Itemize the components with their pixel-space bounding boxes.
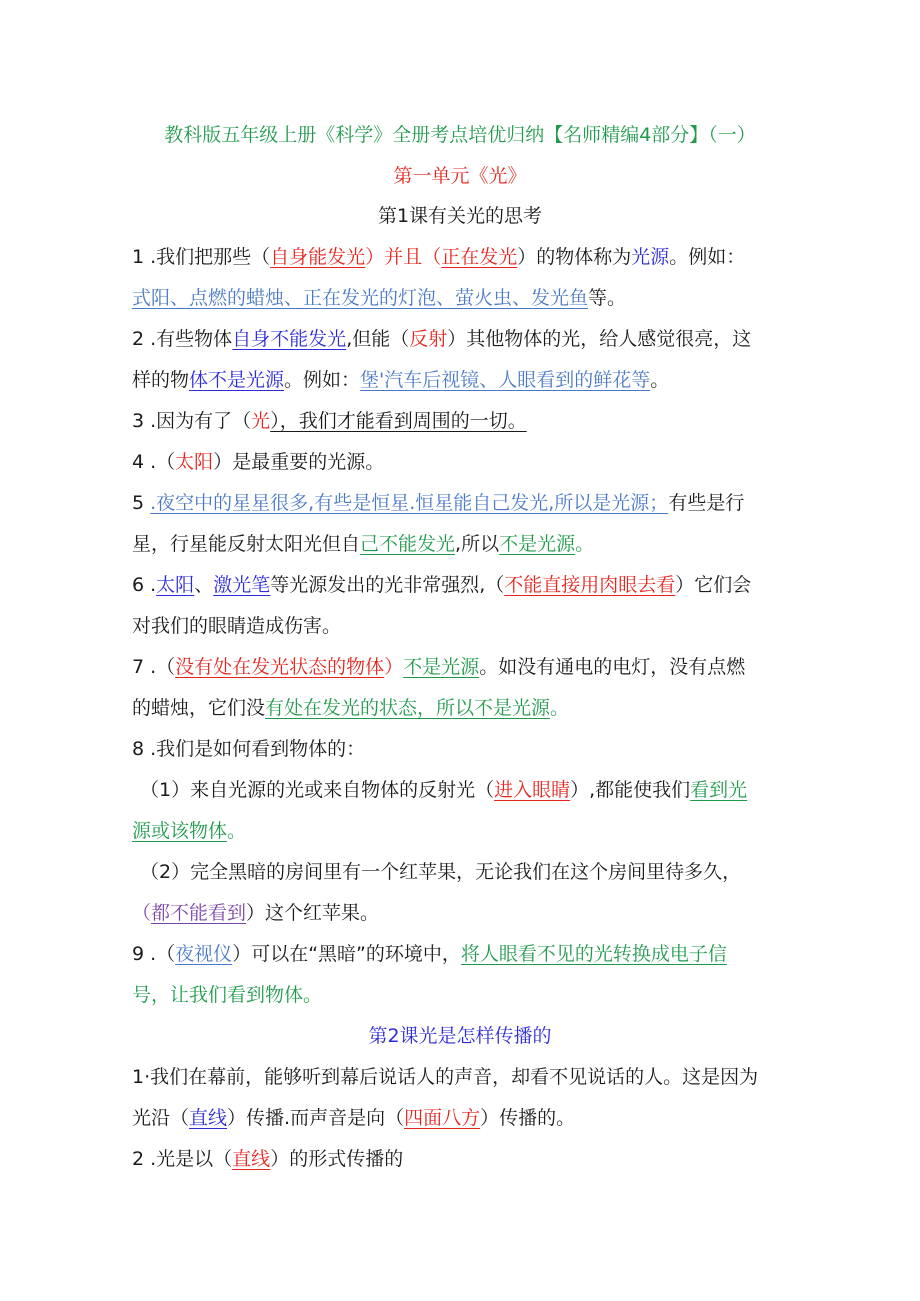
lesson1-item-5-line2 xyxy=(132,531,792,557)
paren: ）并且（ xyxy=(365,246,442,268)
text: ）它们会 xyxy=(675,574,752,596)
paren: （ xyxy=(132,902,152,924)
lesson1-item-2-line2 xyxy=(132,367,792,393)
text: 1 .我们把那些（ xyxy=(132,246,271,268)
text: 样的物 xyxy=(132,369,190,391)
text: 等。 xyxy=(588,287,627,309)
text: 、 xyxy=(194,574,214,596)
lesson2-item-2 xyxy=(132,1146,792,1172)
text: 5 xyxy=(132,492,151,514)
lesson1-item-6-line1 xyxy=(132,572,792,598)
text: 等光源发出的光非常强烈,（ xyxy=(270,574,505,596)
keyword: 自身不能发光 xyxy=(232,328,347,350)
lesson1-item-4 xyxy=(132,449,792,475)
lesson1-item-8-sub2-line2 xyxy=(132,900,792,926)
text: ）的形式传播的 xyxy=(270,1148,404,1170)
text: 。 xyxy=(650,369,670,391)
keyword: 看到光 xyxy=(690,779,748,801)
answer: 直线 xyxy=(189,1107,228,1129)
text: 。例如： xyxy=(284,369,361,391)
keyword: 己不能发光 xyxy=(360,533,456,555)
keyword: 太阳 xyxy=(156,574,195,596)
keyword: 体不是光源 xyxy=(189,369,285,391)
answer: 都不能看到 xyxy=(151,902,247,924)
lesson1-item-9-line2 xyxy=(132,982,792,1008)
answer: 夜视仪 xyxy=(175,943,233,965)
keyword: 激光笔 xyxy=(213,574,271,596)
lesson2-item-1-line2 xyxy=(132,1105,792,1131)
text: 。例如： xyxy=(669,246,746,268)
lesson1-item-8 xyxy=(132,736,792,762)
lesson1-item-3 xyxy=(132,408,792,434)
answer: 太阳 xyxy=(175,451,214,473)
lesson1-item-9-line1 xyxy=(132,941,792,967)
lesson2-item-1-line1 xyxy=(132,1064,792,1090)
text: 4 .（ xyxy=(132,451,176,473)
answer: 进入眼睛 xyxy=(494,779,571,801)
text: ）传播.而声音是向（ xyxy=(227,1107,405,1129)
answer: 光 xyxy=(251,410,271,432)
text: 。 xyxy=(550,697,570,719)
text: 星，行星能反射太阳光但自 xyxy=(132,533,361,555)
lesson1-item-8-sub1-line2 xyxy=(132,818,792,844)
answer: 不能直接用肉眼去看 xyxy=(504,574,676,596)
answer: 直线 xyxy=(232,1148,271,1170)
text: 。 xyxy=(575,533,595,555)
text: ）的物体称为 xyxy=(517,246,632,268)
text: ）,都能使我们 xyxy=(570,779,691,801)
lesson1-item-8-sub2-line1 xyxy=(140,859,800,885)
keyword: 源或该物体 xyxy=(132,820,228,842)
explanation: 有处在发光的状态，所以不是光源 xyxy=(265,697,551,719)
keyword: 不是光源 xyxy=(403,656,480,678)
text: 6 . xyxy=(132,574,157,596)
text: 有些是行 xyxy=(668,492,745,514)
lesson-2-heading: 第2课光是怎样传播的 xyxy=(368,1025,552,1047)
answer: 自身能发光 xyxy=(270,246,366,268)
keyword: 不是光源 xyxy=(499,533,576,555)
lesson1-item-5-line1 xyxy=(132,490,792,516)
document-title: 教科版五年级上册《科学》全册考点培优归纳【名师精编4部分】（一） xyxy=(164,124,756,146)
text: ）是最重要的光源。 xyxy=(213,451,385,473)
text: ,但能（ xyxy=(346,328,410,350)
keyword: 光源 xyxy=(631,246,670,268)
text: 的蜡烛，它们没 xyxy=(132,697,266,719)
text: 2 .光是以（ xyxy=(132,1148,233,1170)
text: 光沿（ xyxy=(132,1107,190,1129)
text: 2 .有些物体 xyxy=(132,328,233,350)
text: ）这个红苹果。 xyxy=(246,902,380,924)
text: 3 .因为有了（ xyxy=(132,410,252,432)
text: ）可以在“黑暗”的环境中， xyxy=(232,943,461,965)
explanation: 将人眼看不见的光转换成电子信 xyxy=(460,943,727,965)
lesson1-item-8-sub1-line1 xyxy=(140,777,800,803)
text: （1）来自光源的光或来自物体的反射光（ xyxy=(140,779,495,801)
text: 1·我们在幕前，能够听到幕后说话人的声音，却看不见说话的人。这是因为 xyxy=(132,1066,759,1088)
explanation: .夜空中的星星很多,有些是恒星.恒星能自己发光,所以是光源； xyxy=(150,492,669,514)
text: 。如没有通电的电灯，没有点燃 xyxy=(479,656,746,678)
unit-heading: 第一单元《光》 xyxy=(393,165,527,187)
lesson1-item-7-line1 xyxy=(132,654,792,680)
text: 对我们的眼睛造成伤害。 xyxy=(132,615,342,637)
lesson-1-heading: 第1课有关光的思考 xyxy=(377,205,543,227)
answer: 反射 xyxy=(409,328,448,350)
text: 。 xyxy=(227,820,247,842)
text: ）其他物体的光，给人感觉很亮，这 xyxy=(447,328,752,350)
paren: ） xyxy=(384,656,404,678)
text: （2）完全黑暗的房间里有一个红苹果，无论我们在这个房间里待多久， xyxy=(140,861,742,883)
lesson1-item-1-line2 xyxy=(132,285,792,311)
text: 9 .（ xyxy=(132,943,176,965)
text: 7 .（ xyxy=(132,656,176,678)
text: 8 .我们是如何看到物体的： xyxy=(132,738,366,760)
text: ），我们才能看到周围的一切。 xyxy=(270,410,527,432)
examples: 堡'汽车后视镜、人眼看到的鲜花等 xyxy=(360,369,651,391)
text: ）传播的。 xyxy=(480,1107,576,1129)
lesson1-item-2-line1 xyxy=(132,326,792,352)
answer: 四面八方 xyxy=(404,1107,481,1129)
answer: 正在发光 xyxy=(441,246,518,268)
lesson1-item-1-line1 xyxy=(132,244,792,270)
lesson1-item-7-line2 xyxy=(132,695,792,721)
examples: 式阳、点燃的蜡烛、正在发光的灯泡、萤火虫、发光鱼 xyxy=(132,287,589,309)
explanation: 号，让我们看到物体。 xyxy=(132,984,323,1006)
lesson1-item-6-line2 xyxy=(132,613,792,639)
answer: 没有处在发光状态的物体 xyxy=(175,656,385,678)
text: ,所以 xyxy=(455,533,500,555)
